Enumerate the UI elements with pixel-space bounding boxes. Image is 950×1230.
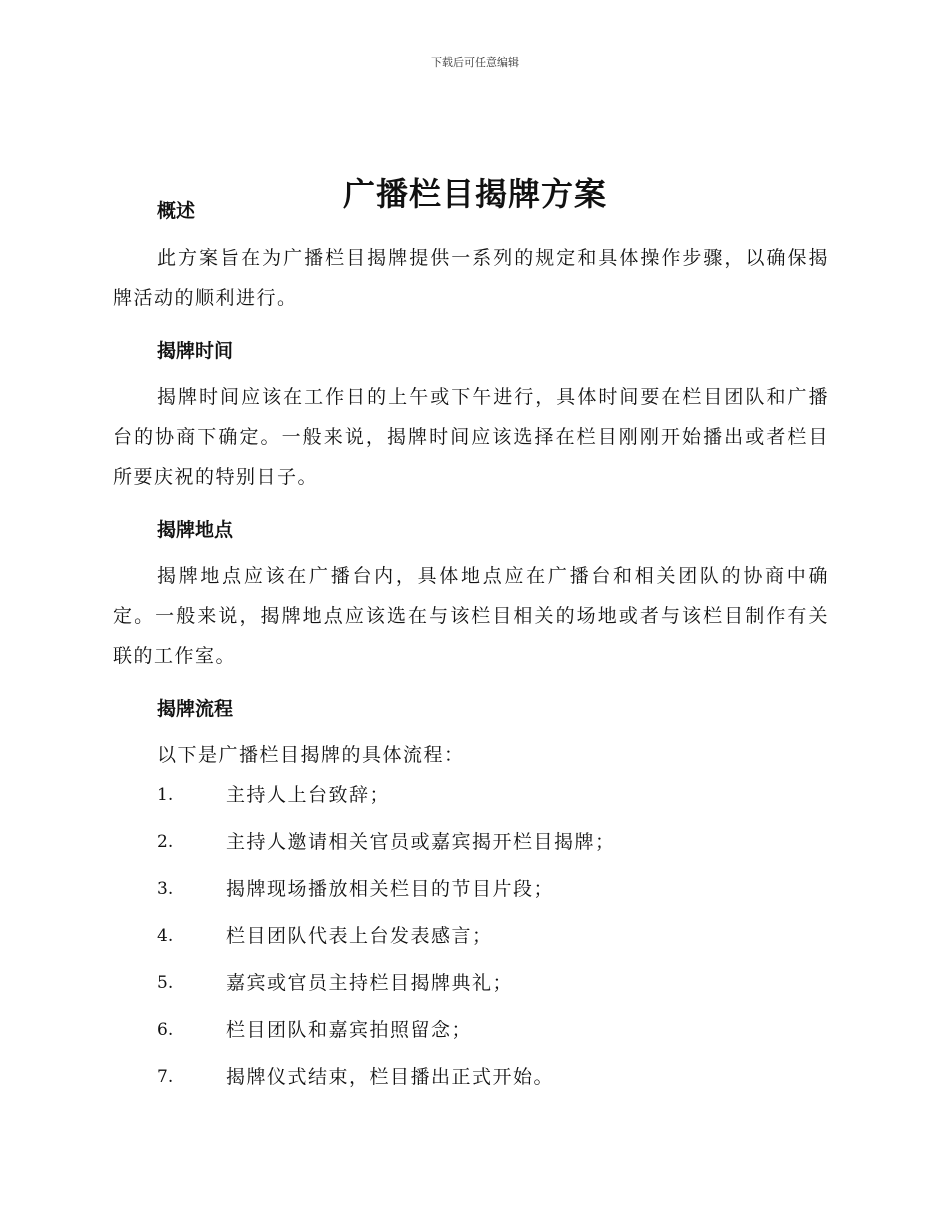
section-text-overview: 此方案旨在为广播栏目揭牌提供一系列的规定和具体操作步骤，以确保揭牌活动的顺利进行。: [113, 247, 829, 309]
step-text: 揭牌仪式结束，栏目播出正式开始。: [226, 1066, 555, 1088]
step-text: 揭牌现场播放相关栏目的节目片段；: [226, 878, 555, 900]
list-item: [113, 1057, 829, 1104]
step-number: 7.: [157, 1067, 174, 1087]
step-text: 主持人上台致辞；: [226, 784, 391, 806]
step-number: 1.: [157, 785, 174, 805]
step-text: 主持人邀请相关官员或嘉宾揭开栏目揭牌；: [226, 831, 616, 853]
process-intro: 以下是广播栏目揭牌的具体流程：: [157, 744, 465, 766]
step-number: 3.: [157, 879, 174, 899]
document-title: 广播栏目揭牌方案: [342, 175, 607, 214]
step-number: 5.: [157, 973, 174, 993]
document-body: [113, 196, 829, 1104]
list-item: [113, 916, 829, 963]
list-item: [113, 869, 829, 916]
section-heading-overview: 概述: [157, 200, 196, 222]
list-item: [113, 963, 829, 1010]
section-heading-time: 揭牌时间: [157, 340, 234, 362]
step-text: 栏目团队代表上台发表感言；: [226, 925, 493, 947]
section-text-place: 揭牌地点应该在广播台内，具体地点应在广播台和相关团队的协商中确定。一般来说，揭牌地点应该选在与该栏目相关的场地或者与该栏目制作有关联的工作室。: [113, 565, 829, 667]
header-note: 下载后可任意编辑: [431, 56, 519, 69]
step-text: 嘉宾或官员主持栏目揭牌典礼；: [226, 972, 514, 994]
list-item: [113, 775, 829, 822]
list-item: [113, 1010, 829, 1057]
section-text-time: 揭牌时间应该在工作日的上午或下午进行，具体时间要在栏目团队和广播台的协商下确定。一般来说，揭牌时间应该选择在栏目刚刚开始播出或者栏目所要庆祝的特别日子。: [113, 386, 829, 488]
process-steps-list: [113, 775, 829, 1104]
step-number: 4.: [157, 926, 174, 946]
section-heading-place: 揭牌地点: [157, 519, 234, 541]
step-text: 栏目团队和嘉宾拍照留念；: [226, 1019, 473, 1041]
list-item: [113, 822, 829, 869]
section-heading-process: 揭牌流程: [157, 698, 234, 720]
step-number: 6.: [157, 1020, 174, 1040]
step-number: 2.: [157, 832, 174, 852]
